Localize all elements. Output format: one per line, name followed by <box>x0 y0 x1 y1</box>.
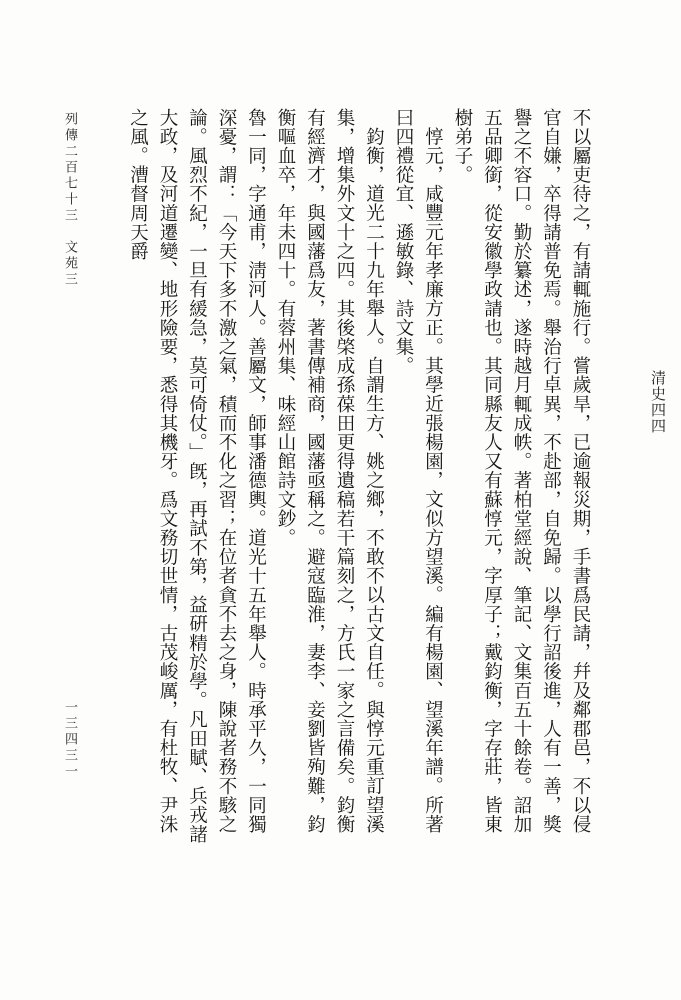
running-header: 清史四四 <box>649 370 667 434</box>
vertical-text-body <box>123 108 595 850</box>
paragraph-fang-zongcheng-continued: 不以屬吏待之，有請輒施行。嘗歲旱，已逾報災期，手書爲民請，幷及鄰郡邑，不以侵官自嫌，卒得請普免焉。舉治行卓異，不赴部，自免歸。以學行詔後進，人有一善，獎譽之不容口。勤於纂述，遂時越月輒成帙。著柏堂經說、筆記、文集百五十餘卷。詔加五品卿銜，從安徽學政請也。其同縣友人又有蘇惇元，字厚子；戴鈞衡，字存莊，皆東樹弟子。 <box>452 108 591 834</box>
paragraph-su-dunyuan: 惇元，咸豐元年孝廉方正。其學近張楊園，文似方望溪。編有楊園、望溪年譜。所著曰四禮從宜、遜敏錄、詩文集。 <box>393 108 444 834</box>
page-number: 一三四三一 <box>62 700 77 780</box>
paragraph-dai-junheng: 鈞衡，道光二十九年舉人。自謂生方、姚之鄉，不敢不以古文自任。與惇元重訂望溪集，增集外文十之四。其後棨成孫葆田更得遺稿若干篇刻之，方氏一家之言備矣。鈞衡有經濟才，與國藩爲友，著書傳補商，國藩亟稱之。避寇臨淮，妻李、妾劉皆殉難，鈞衡嘔血卒，年未四十。有蓉州集、味經山館詩文鈔。 <box>275 108 385 834</box>
chapter-footer: 列傳二百七十三 文苑三 <box>62 112 77 288</box>
paragraph-lu-yitong: 魯一同，字通甫，淸河人。善屬文，師事潘德輿。道光十五年舉人。時承平久，一同獨深憂，謂：「今天下多不激之氣，積而不化之習；在位者貪不去之身，陳說者務不駭之論。風烈不紀，一旦有緩急，莫可倚仗。」旣，再試不第，益硏精於學。凡田賦、兵戎諸大政，及河道遷變、地形險要，悉得其機牙。爲文務切世情，古茂峻厲，有杜牧、尹洙之風。漕督周天爵 <box>127 108 267 844</box>
